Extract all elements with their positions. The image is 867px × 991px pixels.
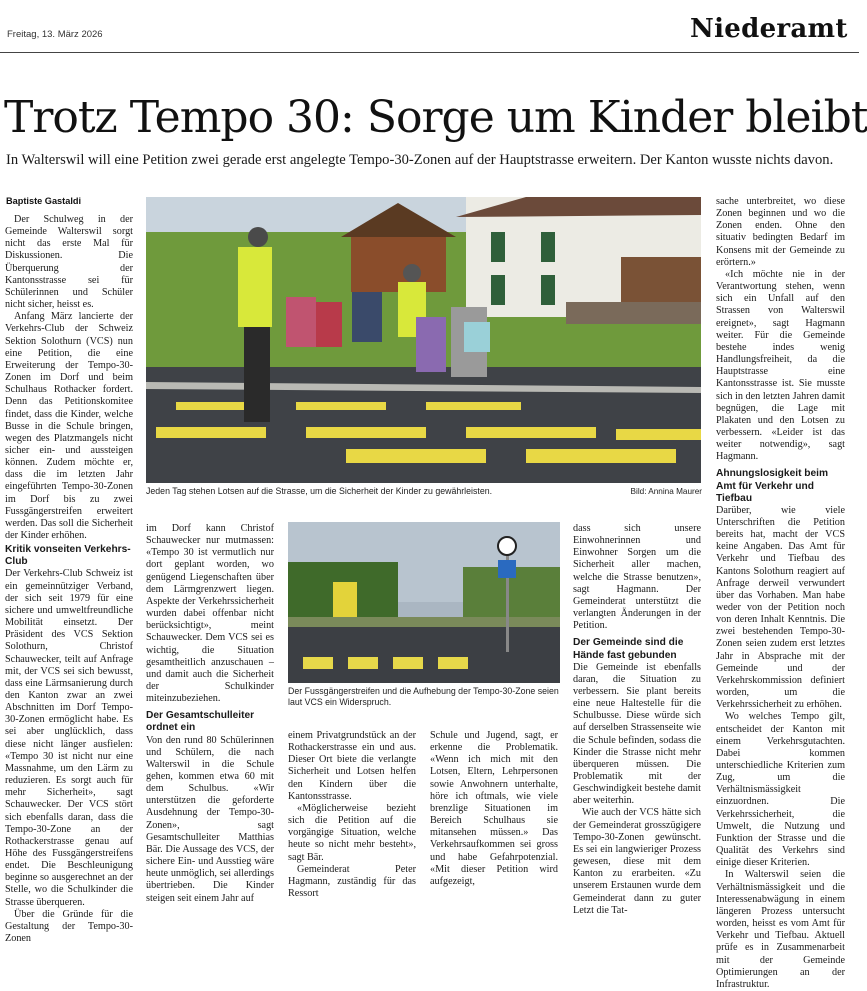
column-5 xyxy=(573,523,701,917)
paragraph: Über die Gründe für die Gestaltung der Tempo-30-Zonen xyxy=(5,908,133,945)
paragraph: Wie auch der VCS hätte sich der Gemeinderat grosszügigere Tempo-30-Zonen gewünscht. Es sei ein langwieriger Prozess gewesen, diese mit dem Kanton zu erarbeiten. «Zu unserem Erstaunen wurde dem Gemeinderat dann zu guter Letzt die Tat- xyxy=(573,807,701,916)
crossing-photo xyxy=(288,522,560,683)
subheading: Kritik vonseiten Verkehrs-Club xyxy=(5,544,131,568)
paragraph: Der Verkehrs-Club Schweiz ist ein gemeinnütziger Verband, der sich seit 1979 für eine sichere und umweltfreundliche Mobilität einsetzt. Der Präsident des VCS Sektion Solothurn, Christof Schauwecker, teilt auf Anfrage mit, der VCS sei sich bewusst, dass eine Lärmsanierung durch den Kanton zwar an zwei Abschnitten im Dorf Tempo-30-Zonen ermöglicht habe. Es sei aber unglücklich, dass diese nicht länger ausfielen: «Tempo 30 ist nicht nur eine Massnahme, um den Lärm zu reduzieren. Es sorgt auch für mehr Sicherheit», sagt Schauwecker. Der VCS stört sich ebenfalls daran, dass die Tempo-30-Zone an der Rothackerstrasse genau auf Höhe des Fussgängerstreifens endet. Die Beschleunigung beginne so ausgerechnet an der Stelle, wo die Schulkinder die Strasse überqueren. xyxy=(5,568,133,908)
paragraph: Von den rund 80 Schülerinnen und Schülern, die nach Walterswil in die Schule gehen, kommen etwa 60 mit dem Schulbus. «Wir unterstützen die geforderte Ausdehnung der Tempo-30-Zonen», sagt Gesamtschulleiter Matthias Bär. Die Aussage des VCS, der sichere Ein- und Ausstieg wäre heute unmöglich, sei allerdings übertrieben. Die Kinder steigen seit einem Jahr auf xyxy=(146,734,274,904)
lead-text: In Walterswil will eine Petition zwei gerade erst angelegte Tempo-30-Zonen auf der Hauptstrasse erweitern. Der Kanton wusste nichts davon. xyxy=(6,152,834,168)
column-2 xyxy=(146,523,274,905)
page-date: Freitag, 13. März 2026 xyxy=(7,29,103,40)
photo1-credit: Bild: Annina Maurer xyxy=(630,487,702,496)
paragraph: «Ich möchte nie in der Verantwortung stehen, wenn sich ein Unfall auf den Strassen von Walterswil ereignet», sagt Hagmann weiter. Für die Gemeinde bestehe indes wenig Handlungsfreiheit, da die Hauptstrasse eine Kantonsstrasse ist. Sie musste sich in den letzten Jahren damit begnügen, die Lage mit Plakaten und den Lotsen zu verbessern. «Leider ist das weiter notwendig», sagt Hagmann. xyxy=(716,268,845,463)
crosswalk-children-illustration xyxy=(146,197,701,483)
crosswalk-street-illustration xyxy=(288,522,560,683)
paragraph: Darüber, wie viele Unterschriften die Petition bereits hat, macht der VCS keine Angaben. Das Amt für Verkehr und Tiefbau des Kantons Solothurn reagiert auf Anfrage derweil verwundert über das Vorhaben. Man habe weder von der Petition noch von deren Inhalt Kenntnis. Die zwei bestehenden Tempo-30-Zonen seien zudem erst letztes Jahr in Absprache mit der Gemeinde und der Verkehrskommission definiert worden, um die Verkehrssicherheit zu erhöhen. xyxy=(716,504,845,711)
paragraph: Schule und Jugend, sagt, er erkenne die Problematik. «Wenn ich mich mit den Lotsen, Eltern, Lehrpersonen sowie Anwohnern unterhalte, höre ich oftmals, wie viele brenzlige Situationen im Bereich Schulhaus sie mitansehen müssen.» Das Verkehrsaufkommen sei gross und habe Gefahrpotenzial. «Mit dieser Petition wird aufgezeigt, xyxy=(430,730,558,887)
column-4 xyxy=(430,730,558,888)
lotsen-photo xyxy=(146,197,701,483)
paragraph: dass sich unsere Einwohnerinnen und Einwohner Sorgen um die Sicherheit aller machen, welche die Strasse benutzen», sagt Hagmann. Der Gemeinderat unterstützt die verlangten Änderungen in der Petition. xyxy=(573,523,701,632)
section-title: Niederamt xyxy=(690,14,848,44)
paragraph: Die Gemeinde ist ebenfalls daran, die Situation zu verbessern. Sie plant bereits eine neue Haltestelle für die Schulbusse. Diese würde sich auf derselben Strassenseite wie die Schule befinden, sodass die Kinder die Strasse nicht mehr überqueren müssen. Die Problematik mit der Geschwindigkeit bestehe damit aber weiterhin. xyxy=(573,661,701,807)
column-1 xyxy=(5,214,133,945)
paragraph: im Dorf kann Christof Schauwecker nur mutmassen: «Tempo 30 ist vermutlich nur dort geplant worden, wo genügend Liegenschaften über dem Lärmgrenzwert liegen. Aspekte der Verkehrssicherheit wurden dabei offenbar nicht berücksichtigt», meint Schauwecker. Dem VCS sei es wichtig, die Situation gesamtheitlich anzuschauen – und damit auch die Sicherheit der Schulkinder miteinzubeziehen. xyxy=(146,523,274,705)
column-6 xyxy=(716,196,845,991)
header-rule xyxy=(0,52,859,53)
photo2-caption: Der Fussgängerstreifen und die Aufhebung der Tempo-30-Zone seien laut VCS ein Widerspruch. xyxy=(288,686,559,707)
author: Baptiste Gastaldi xyxy=(6,196,82,206)
subheading: Der Gemeinde sind die Hände fast gebunden xyxy=(573,637,684,661)
paragraph: sache unterbreitet, wo diese Zonen beginnen und wo die Zonen enden. Ohne den situativ bedingten Bedarf im Konsens mit der Gemeinde zu erörtern.» xyxy=(716,196,845,268)
paragraph: einem Privatgrundstück an der Rothackerstrasse ein und aus. Dieser Ort biete die verlangte Sicherheit und Lotsen helfen den Kindern über die Kantonsstrasse. xyxy=(288,730,416,802)
paragraph: «Möglicherweise bezieht sich die Petition auf die vorgängige Situation, welche heute so nicht mehr besteht», sagt Bär. xyxy=(288,802,416,863)
photo1-caption: Jeden Tag stehen Lotsen auf die Strasse, um die Sicherheit der Kinder zu gewährleisten. xyxy=(146,486,493,496)
column-3 xyxy=(288,730,416,900)
headline: Trotz Tempo 30: Sorge um Kinder bleibt xyxy=(4,92,867,143)
paragraph: Anfang März lancierte der Verkehrs-Club der Schweiz Sektion Solothurn (VCS) nun eine Petition, die eine Erweiterung der Tempo-30-Zonen im Dorf und beim Schulhaus Rothacker fordert. Denn das Petitionskomitee findet, dass die Kinder, welche Busse in die Schule bringen, wegen des Platzmangels nicht sicher ein- und aussteigen können. Zudem möchte er, dass die im letzten Jahr eingeführten Tempo-30-Zonen im Dorf bis zu zwei Fussgängerstreifen erweitert werden. Das soll die Sicherheit der Kinder erhöhen. xyxy=(5,311,133,542)
paragraph: Wo welches Tempo gilt, entscheidet der Kanton mit einem Verkehrsgutachten. Dabei kommen unterschiedliche Kriterien zum Zug, um die Verhältnismässigkeit einzuordnen. Die Verkehrssicherheit, die Umwelt, die Nutzung und Funktion der Strasse und die Qualität des Verkehrs sind einige dieser Kriterien. xyxy=(716,711,845,869)
paragraph: Gemeinderat Peter Hagmann, zuständig für das Ressort xyxy=(288,863,416,900)
subheading: Der Gesamtschulleiter ordnet ein xyxy=(146,710,255,734)
paragraph: Der Schulweg in der Gemeinde Walterswil sorgt nicht das erste Mal für Diskussionen. Die Überquerung der Kantonsstrasse sei für Schülerinnen und Schüler nicht sicher, heisst es. xyxy=(5,214,133,311)
subheading: Ahnungslosigkeit beim Amt für Verkehr und Tiefbau xyxy=(716,468,829,504)
paragraph: In Walterswil seien die Verhältnismässigkeit und die Interessenabwägung in einem längeren Prozess untersucht worden, heisst es vom Amt für Verkehr und Tiefbau. Aktuell prüfe es in Zusammenarbeit mit der Gemeinde Optimierungen an der Infrastruktur. xyxy=(716,869,845,990)
